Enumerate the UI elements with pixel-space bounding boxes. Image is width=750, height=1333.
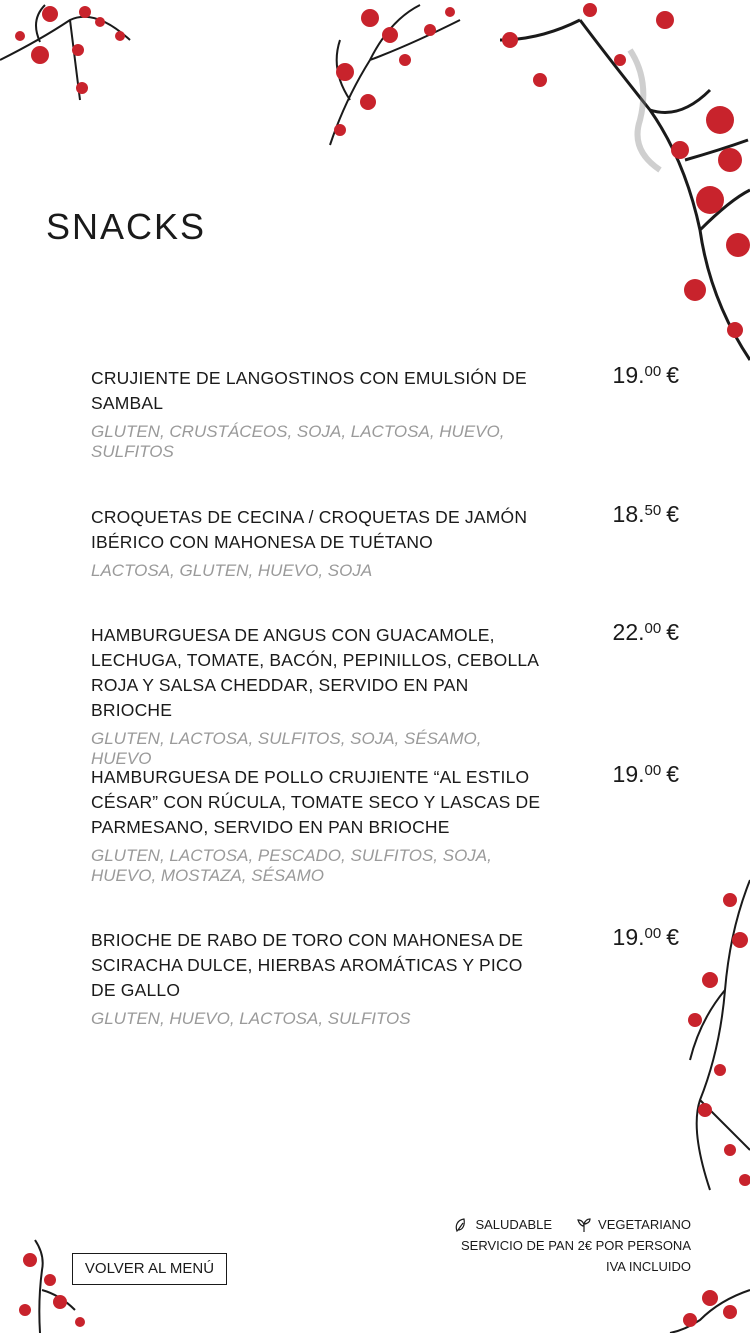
currency-symbol: €: [666, 924, 679, 950]
menu-item-name: HAMBURGUESA DE ANGUS CON GUACAMOLE, LECHUGA, TOMATE, BACÓN, PEPINILLOS, CEBOLLA ROJA Y SALSA CHEDDAR, SERVIDO EN PAN BRIOCHE: [91, 625, 539, 720]
legend-vegetarian: [576, 1214, 691, 1235]
legend: [435, 1214, 691, 1277]
menu-item-allergens: GLUTEN, HUEVO, LACTOSA, SULFITOS: [91, 1009, 411, 1028]
page-title: SNACKS: [46, 206, 207, 247]
legend-healthy: [453, 1214, 552, 1235]
cherry-blossom-branch-top-center: [310, 0, 480, 150]
legend-vegetarian-label: VEGETARIANO: [598, 1217, 691, 1232]
price-cents: 00: [644, 925, 662, 942]
currency-symbol: €: [666, 619, 679, 645]
menu-item: [91, 924, 691, 1038]
cherry-blossom-branch-bottom-right: [660, 1280, 750, 1333]
menu-item: [91, 362, 691, 505]
menu-item-allergens: GLUTEN, LACTOSA, PESCADO, SULFITOS, SOJA, HUEVO, MOSTAZA, SÉSAMO: [91, 846, 492, 885]
leaf-icon: [453, 1217, 469, 1233]
price-cents: 00: [644, 620, 662, 637]
sprout-icon: [576, 1217, 592, 1233]
price-cents: 00: [644, 762, 662, 779]
menu-item-price: 19.00 €: [612, 761, 679, 787]
price-whole: 22: [612, 619, 639, 645]
legend-icons-row: [435, 1214, 691, 1235]
menu-item: [91, 619, 691, 768]
menu-item-name: HAMBURGUESA DE POLLO CRUJIENTE “AL ESTILO CÉSAR” CON RÚCULA, TOMATE SECO Y LASCAS DE PARMESANO, SERVIDO EN PAN BRIOCHE: [91, 767, 541, 837]
cherry-blossom-branch-top-left: [0, 0, 150, 110]
legend-healthy-label: SALUDABLE: [475, 1217, 553, 1232]
menu-list: [91, 362, 691, 1038]
menu-item-name: CROQUETAS DE CECINA / CROQUETAS DE JAMÓN IBÉRICO CON MAHONESA DE TUÉTANO: [91, 507, 528, 552]
menu-item-name: CRUJIENTE DE LANGOSTINOS CON EMULSIÓN DE SAMBAL: [91, 368, 527, 413]
price-whole: 18: [612, 501, 639, 527]
price-whole: 19: [612, 761, 639, 787]
menu-item-allergens: LACTOSA, GLUTEN, HUEVO, SOJA: [91, 561, 373, 580]
menu-item: [91, 761, 691, 928]
back-to-menu-button[interactable]: VOLVER AL MENÚ: [72, 1253, 227, 1285]
price-cents: 50: [644, 502, 662, 519]
currency-symbol: €: [666, 501, 679, 527]
price-whole: 19: [612, 924, 639, 950]
menu-item-price: 18.50 €: [612, 501, 679, 527]
menu-item-name: BRIOCHE DE RABO DE TORO CON MAHONESA DE SCIRACHA DULCE, HIERBAS AROMÁTICAS Y PICO DE GALLO: [91, 930, 524, 1000]
price-whole: 19: [612, 362, 639, 388]
currency-symbol: €: [666, 761, 679, 787]
menu-item: [91, 501, 691, 623]
menu-item-price: 19.00 €: [612, 924, 679, 950]
price-cents: 00: [644, 363, 662, 380]
menu-item-price: 22.00 €: [612, 619, 679, 645]
vat-note: IVA INCLUIDO: [605, 1259, 691, 1274]
cherry-blossom-branch-top-right: [480, 0, 750, 370]
currency-symbol: €: [666, 362, 679, 388]
menu-item-allergens: GLUTEN, LACTOSA, SULFITOS, SOJA, SÉSAMO, HUEVO: [91, 729, 482, 768]
menu-item-allergens: GLUTEN, CRUSTÁCEOS, SOJA, LACTOSA, HUEVO, SULFITOS: [91, 422, 505, 461]
menu-item-price: 19.00 €: [612, 362, 679, 388]
bread-service-note: SERVICIO DE PAN 2€ POR PERSONA: [461, 1238, 691, 1253]
